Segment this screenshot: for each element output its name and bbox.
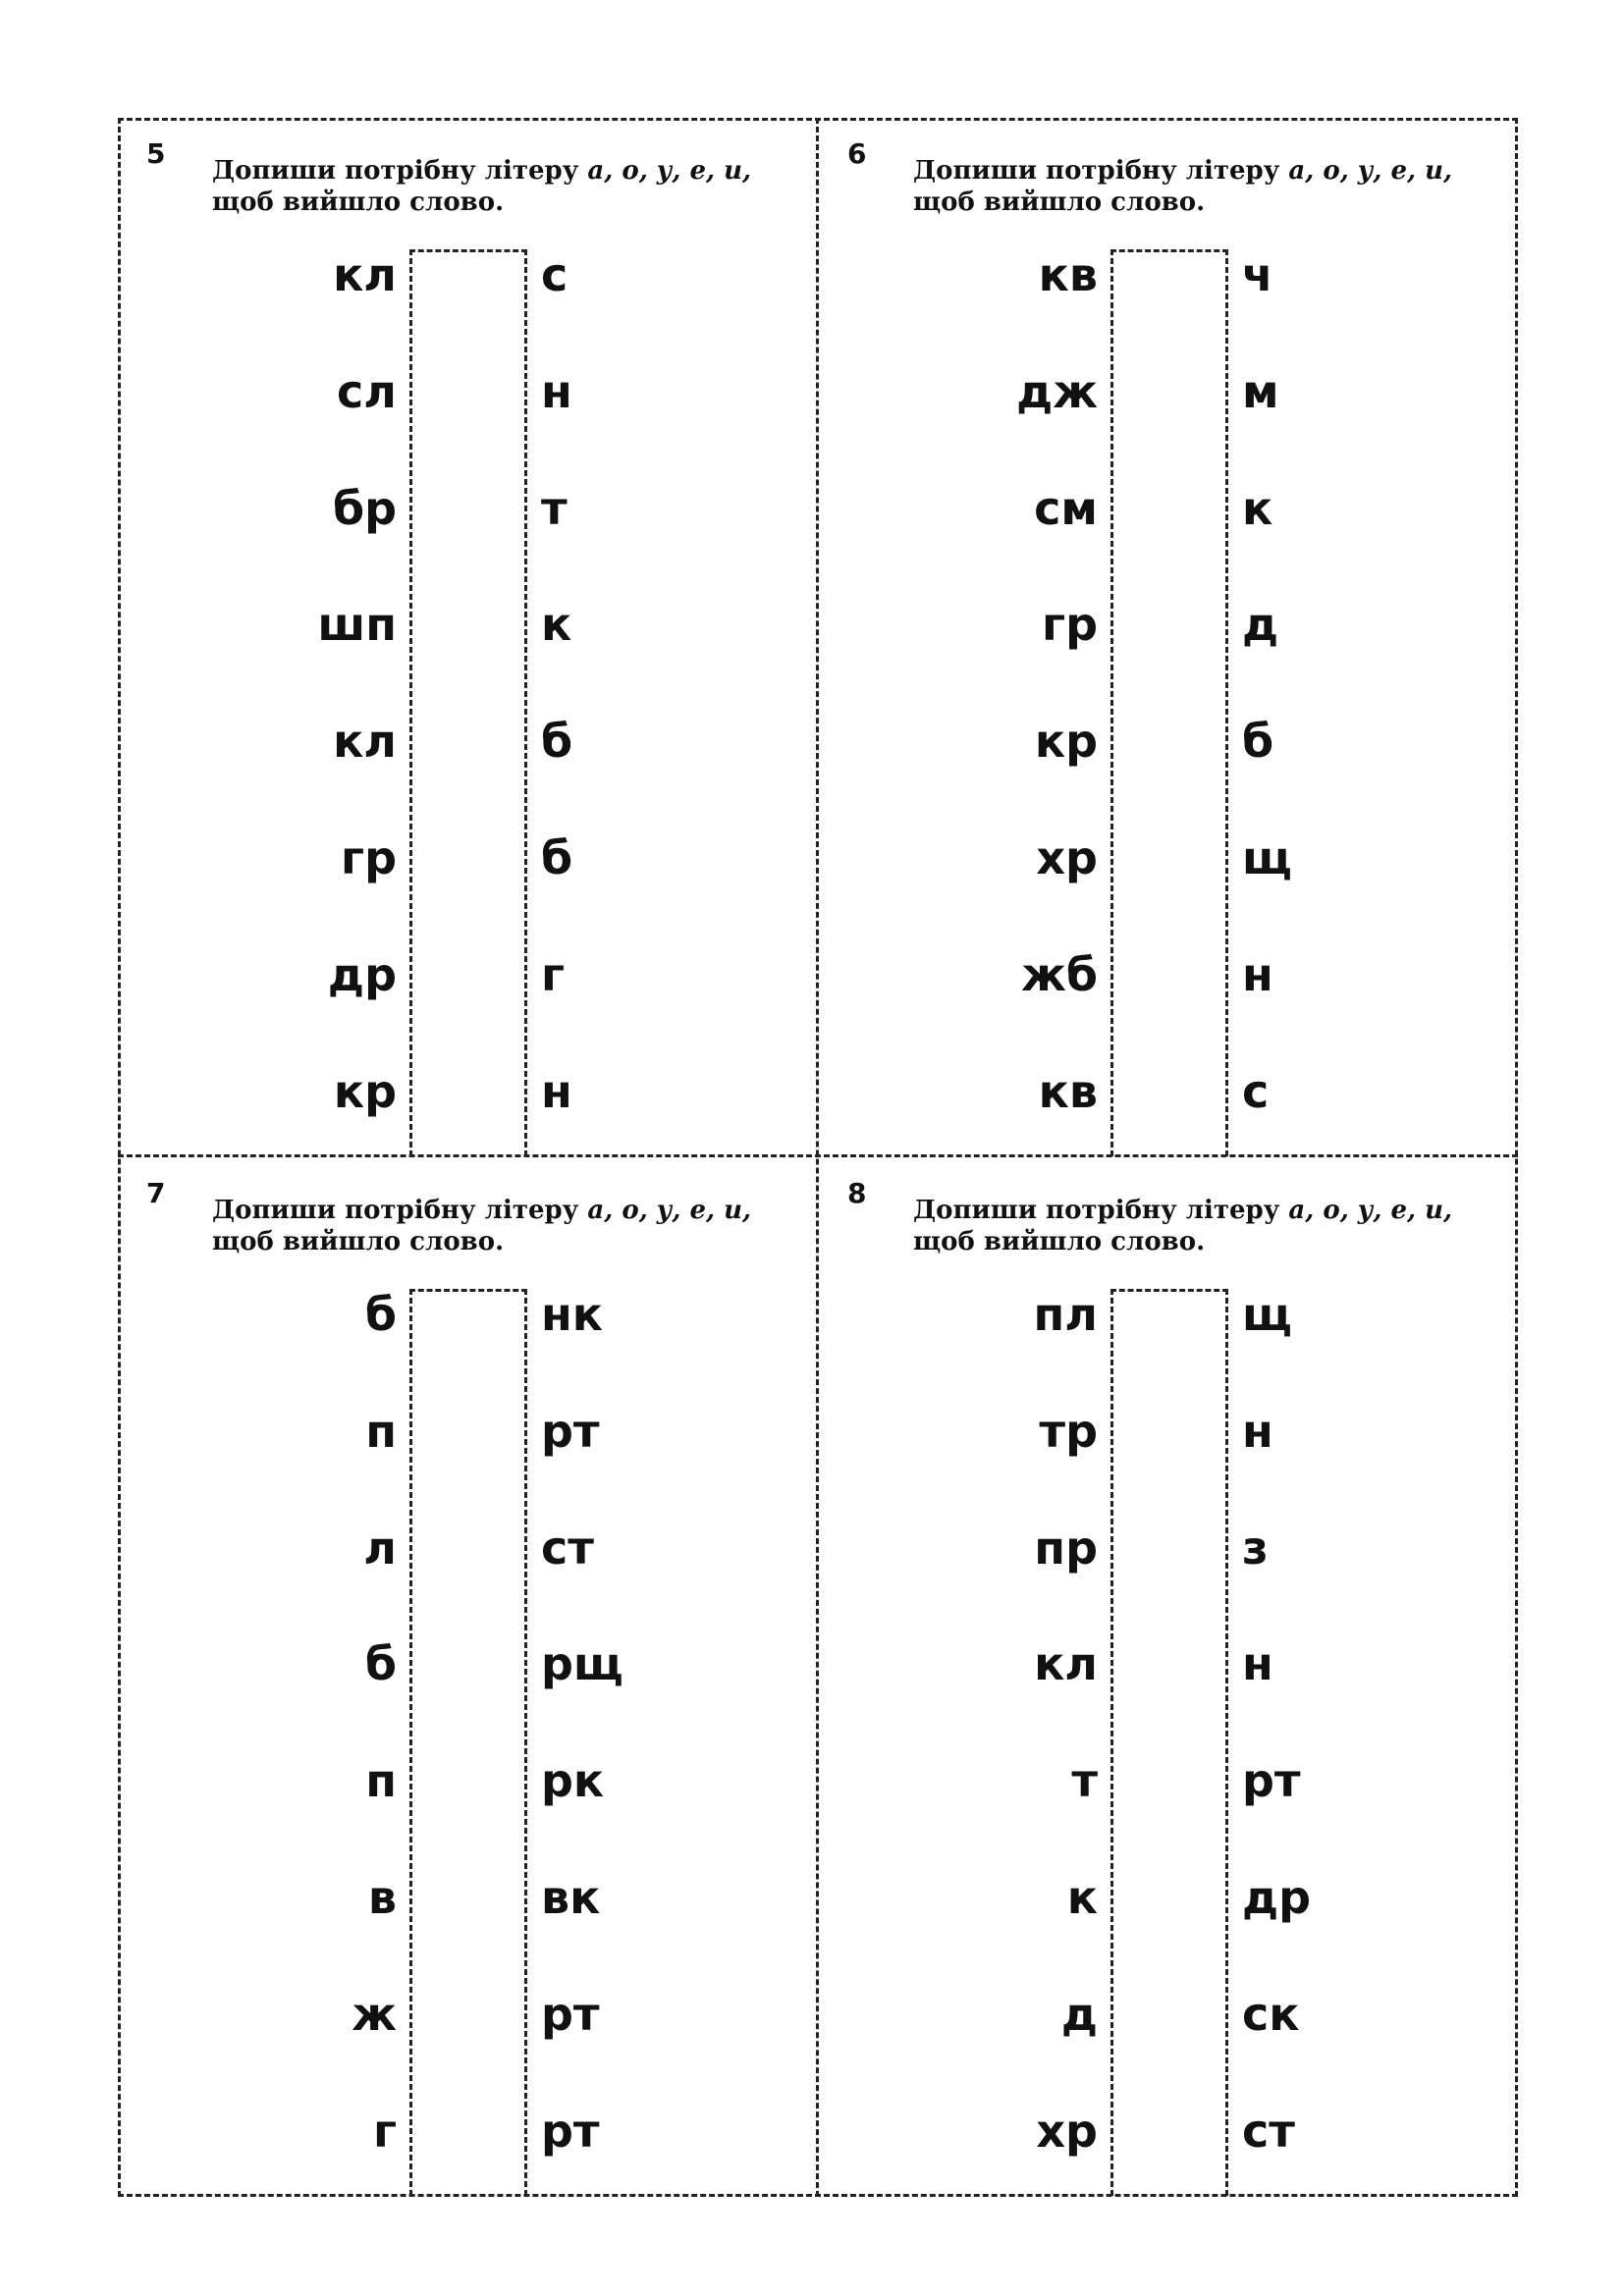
word-row: [118, 240, 817, 309]
word-row: [118, 707, 817, 775]
word-prefix: гр: [1042, 598, 1098, 651]
word-row: [118, 940, 817, 1009]
word-prefix: тр: [1039, 1405, 1098, 1458]
word-prefix: жб: [1021, 948, 1098, 1001]
word-row: [819, 2097, 1518, 2165]
instruction-text-line2: щоб вийшло слово.: [212, 1227, 505, 1256]
word-row: [819, 707, 1518, 775]
word-row: [819, 1863, 1518, 1932]
word-row: [819, 1629, 1518, 1698]
word-row: [819, 474, 1518, 543]
word-suffix: рт: [541, 1405, 600, 1458]
word-prefix: п: [365, 1754, 397, 1807]
exercise-number: 8: [847, 1177, 867, 1209]
word-row: [819, 1514, 1518, 1582]
word-prefix: в: [367, 1871, 397, 1924]
instruction-text: Допиши потрібну літеру: [913, 1196, 1289, 1225]
word-row: [819, 357, 1518, 426]
word-row: [118, 2097, 817, 2165]
word-prefix: ж: [352, 1988, 397, 2041]
word-suffix: к: [1242, 482, 1273, 535]
instruction-letters: а, о, у, е, и,: [1288, 1196, 1453, 1225]
word-suffix: рт: [1242, 1754, 1301, 1807]
word-prefix: кл: [1034, 1637, 1098, 1690]
word-suffix: м: [1242, 365, 1279, 418]
word-prefix: кв: [1038, 1065, 1098, 1118]
word-suffix: ст: [541, 1522, 594, 1575]
word-row: [118, 1863, 817, 1932]
word-suffix: с: [541, 248, 568, 301]
word-row: [819, 1280, 1518, 1349]
word-prefix: гр: [341, 831, 397, 884]
instruction-text-line2: щоб вийшло слово.: [913, 1227, 1206, 1256]
word-prefix: г: [372, 2105, 397, 2158]
word-prefix: т: [1071, 1754, 1098, 1807]
word-row: [819, 1980, 1518, 2049]
word-suffix: н: [541, 365, 572, 418]
word-prefix: см: [1034, 482, 1098, 535]
word-row: [118, 474, 817, 543]
word-row: [819, 1057, 1518, 1126]
exercise-number: 5: [146, 137, 166, 170]
word-suffix: вк: [541, 1871, 601, 1924]
word-row: [819, 1746, 1518, 1815]
word-row: [118, 590, 817, 659]
word-prefix: б: [364, 1637, 397, 1690]
word-row: [118, 1397, 817, 1466]
word-suffix: н: [541, 1065, 572, 1118]
word-suffix: щ: [1242, 1288, 1292, 1341]
exercise-instruction: [913, 155, 1502, 218]
exercise-card-7: [118, 1157, 817, 2196]
word-suffix: рщ: [541, 1637, 623, 1690]
word-suffix: н: [1242, 1637, 1273, 1690]
word-suffix: нк: [541, 1288, 604, 1341]
word-row: [118, 1280, 817, 1349]
word-suffix: ст: [1242, 2105, 1295, 2158]
word-suffix: б: [1242, 715, 1274, 768]
instruction-letters: а, о, у, е, и,: [587, 1196, 752, 1225]
exercise-instruction: [913, 1195, 1502, 1257]
exercise-instruction: [212, 1195, 801, 1257]
word-prefix: л: [363, 1522, 397, 1575]
instruction-text-line2: щоб вийшло слово.: [212, 187, 505, 217]
word-prefix: сл: [337, 365, 397, 418]
instruction-text-line2: щоб вийшло слово.: [913, 187, 1206, 217]
word-row: [118, 1514, 817, 1582]
word-prefix: б: [364, 1288, 397, 1341]
word-row: [819, 940, 1518, 1009]
word-prefix: д: [1060, 1988, 1098, 2041]
word-row: [118, 824, 817, 892]
word-row: [118, 1746, 817, 1815]
word-prefix: кл: [333, 715, 397, 768]
word-suffix: б: [541, 715, 573, 768]
word-suffix: рт: [541, 1988, 600, 2041]
word-row: [118, 1629, 817, 1698]
exercise-card-6: [819, 118, 1518, 1156]
exercise-number: 6: [847, 137, 867, 170]
word-prefix: бр: [332, 482, 397, 535]
word-suffix: г: [541, 948, 566, 1001]
word-suffix: н: [1242, 948, 1273, 1001]
instruction-letters: а, о, у, е, и,: [1288, 156, 1453, 186]
word-suffix: рк: [541, 1754, 605, 1807]
word-row: [819, 1397, 1518, 1466]
word-prefix: п: [365, 1405, 397, 1458]
word-suffix: н: [1242, 1405, 1273, 1458]
word-prefix: кв: [1038, 248, 1098, 301]
word-prefix: к: [1066, 1871, 1098, 1924]
word-prefix: шп: [317, 598, 397, 651]
word-suffix: з: [1242, 1522, 1269, 1575]
word-suffix: д: [1242, 598, 1279, 651]
word-suffix: ск: [1242, 1988, 1300, 2041]
exercise-instruction: [212, 155, 801, 218]
word-row: [118, 1980, 817, 2049]
word-prefix: др: [327, 948, 397, 1001]
word-row: [118, 1057, 817, 1126]
word-suffix: щ: [1242, 831, 1292, 884]
word-prefix: кр: [333, 1065, 397, 1118]
exercise-number: 7: [146, 1177, 166, 1209]
word-row: [819, 824, 1518, 892]
word-prefix: хр: [1036, 2105, 1098, 2158]
word-prefix: кр: [1034, 715, 1098, 768]
word-row: [118, 357, 817, 426]
word-suffix: б: [541, 831, 573, 884]
word-suffix: т: [541, 482, 568, 535]
word-suffix: рт: [541, 2105, 600, 2158]
instruction-letters: а, о, у, е, и,: [587, 156, 752, 186]
instruction-text: Допиши потрібну літеру: [212, 156, 588, 186]
word-suffix: к: [541, 598, 572, 651]
word-prefix: кл: [333, 248, 397, 301]
word-prefix: пл: [1033, 1288, 1098, 1341]
word-row: [819, 590, 1518, 659]
word-suffix: др: [1242, 1871, 1312, 1924]
word-prefix: хр: [1036, 831, 1098, 884]
word-row: [819, 240, 1518, 309]
word-suffix: ч: [1242, 248, 1273, 301]
instruction-text: Допиши потрібну літеру: [913, 156, 1289, 186]
word-prefix: дж: [1016, 365, 1098, 418]
exercise-card-8: [819, 1157, 1518, 2196]
word-suffix: с: [1242, 1065, 1270, 1118]
exercise-card-5: [118, 118, 817, 1156]
instruction-text: Допиши потрібну літеру: [212, 1196, 588, 1225]
word-prefix: пр: [1034, 1522, 1098, 1575]
